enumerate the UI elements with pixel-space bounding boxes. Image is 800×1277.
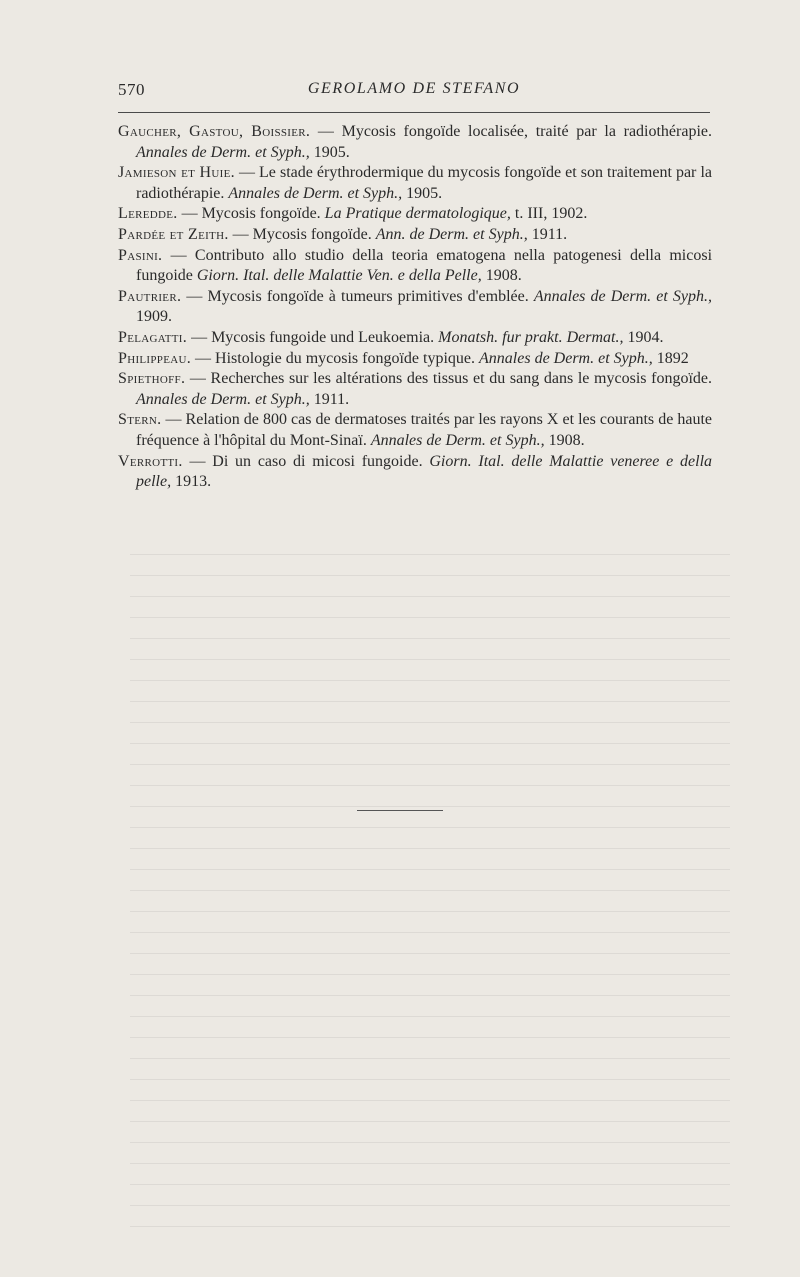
reference-journal: Annales de Derm. et Syph., xyxy=(136,143,310,161)
reference-entry xyxy=(118,204,712,225)
reference-year: 1908. xyxy=(548,431,585,449)
reference-author: Pautrier. xyxy=(118,287,182,305)
reference-journal: Ann. de Derm. et Syph., xyxy=(375,225,528,243)
reference-author: Pardée et Zeith. xyxy=(118,225,229,243)
reference-journal: Annales de Derm. et Syph., xyxy=(136,390,310,408)
section-end-rule xyxy=(357,810,443,811)
bibliography-list xyxy=(118,122,712,493)
reference-title: — Le stade érythrodermique du mycosis fongoïde et son traitement par la radiothérapie. xyxy=(136,164,712,202)
reference-author: Philippeau. xyxy=(118,349,192,367)
reference-entry xyxy=(118,410,712,451)
reference-entry xyxy=(118,122,712,163)
reference-entry xyxy=(118,287,712,328)
running-head: GEROLAMO DE STEFANO xyxy=(307,80,521,97)
reference-journal: Giorn. Ital. delle Malattie veneree e della pelle, xyxy=(136,452,713,491)
reference-title: — Contributo allo studio della teoria ematogena nella patogenesi della micosi fungoide xyxy=(136,246,713,285)
reference-author: Pasini. xyxy=(118,246,163,264)
reference-entry xyxy=(118,163,712,204)
reference-year: 1905. xyxy=(313,143,350,161)
reference-journal: Annales de Derm. et Syph., xyxy=(370,431,545,449)
page-header xyxy=(118,80,710,104)
reference-title: — Di un caso di micosi fungoide. xyxy=(189,452,423,470)
reference-entry xyxy=(118,246,712,287)
reference-title: — Mycosis fongoïde à tumeurs primitives d'emblée. xyxy=(186,287,529,305)
reference-entry xyxy=(118,452,712,493)
reference-journal: La Pratique dermatologique, xyxy=(324,205,511,223)
reference-year: t. III, 1902. xyxy=(514,205,588,223)
reference-journal: Annales de Derm. et Syph., xyxy=(533,287,713,305)
reference-year: 1913. xyxy=(175,473,212,491)
reference-journal: Giorn. Ital. delle Malattie Ven. e della Pelle, xyxy=(196,267,482,285)
page-number: 570 xyxy=(118,80,145,99)
reference-title: — Mycosis fungoide und Leukoemia. xyxy=(191,328,435,346)
reference-entry xyxy=(118,369,712,410)
reference-year: 1905. xyxy=(406,184,443,202)
reference-author: Verrotti. xyxy=(118,452,183,470)
reference-year: 1892 xyxy=(656,349,689,367)
reference-journal: Annales de Derm. et Syph., xyxy=(479,349,653,367)
reference-entry xyxy=(118,349,712,370)
reference-entry xyxy=(118,225,712,246)
header-rule xyxy=(118,112,710,113)
reference-title: — Relation de 800 cas de dermatoses traités par les rayons X et les courants de haute fréquence à l'hôpital du Mont-Sinaï. xyxy=(136,411,712,449)
reference-title: — Histologie du mycosis fongoïde typique. xyxy=(195,349,476,367)
reference-year: 1911. xyxy=(313,390,350,408)
reference-author: Leredde. xyxy=(118,205,178,223)
reference-journal: Annales de Derm. et Syph., xyxy=(228,184,403,202)
bleed-through-texture xyxy=(130,540,730,1240)
reference-author: Stern. xyxy=(118,411,162,429)
reference-title: — Mycosis fongoïde. xyxy=(232,225,372,243)
reference-year: 1909. xyxy=(136,308,172,326)
reference-entry xyxy=(118,328,712,349)
reference-author: Jamieson et Huie. xyxy=(118,164,235,182)
reference-title: — Mycosis fongoïde. xyxy=(181,205,321,223)
reference-title: — Recherches sur les altérations des tissus et du sang dans le mycosis fongoïde. xyxy=(189,370,713,388)
reference-author: Gaucher, Gastou, Boissier. xyxy=(118,123,311,140)
reference-title: — Mycosis fongoïde localisée, traité par la radiothérapie. xyxy=(317,123,713,140)
reference-author: Spiethoff. xyxy=(118,370,186,388)
reference-year: 1911. xyxy=(531,225,568,243)
reference-journal: Monatsh. fur prakt. Dermat., xyxy=(438,328,624,346)
reference-year: 1904. xyxy=(627,328,664,346)
reference-author: Pelagatti. xyxy=(118,328,188,346)
reference-year: 1908. xyxy=(485,267,522,285)
